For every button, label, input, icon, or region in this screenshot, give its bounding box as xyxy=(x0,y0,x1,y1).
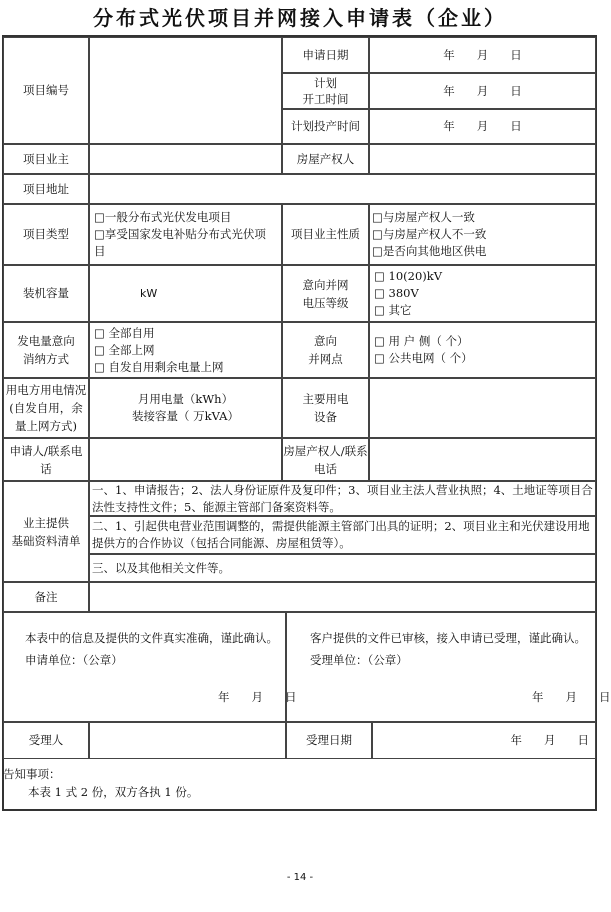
apply-date-field[interactable] xyxy=(369,37,596,73)
label-main-equipment: 主要用电 设备 xyxy=(282,378,369,438)
year-label: 年 xyxy=(443,47,455,62)
month-label: 月 xyxy=(476,119,489,133)
plan-start-field[interactable] xyxy=(369,73,596,109)
applicant-unit-label: 申请单位：（公章） xyxy=(25,653,123,667)
option-public-grid[interactable]: □ 公共电网（ 个） xyxy=(374,351,473,365)
label-grid-point: 意向 并网点 xyxy=(282,322,369,378)
project-type-options[interactable] xyxy=(89,204,282,265)
materials-item-2: 二、1、引起供电营业范围调整的，需提供能源主管部门出具的证明；2、项目业主和光伏建设用地提供方的合作协议（包括合同能源、房屋租赁等）。 xyxy=(89,516,596,554)
remarks-field[interactable] xyxy=(89,582,596,612)
option-supply-other-region[interactable]: □是否向其他地区供电 xyxy=(372,244,487,258)
label-project-type: 项目类型 xyxy=(3,204,89,265)
property-phone-field[interactable] xyxy=(369,438,596,481)
option-10-20kv[interactable]: □ 10(20)kV xyxy=(374,269,443,283)
label-receiver: 受理人 xyxy=(3,722,89,759)
property-owner-field[interactable] xyxy=(369,144,596,174)
option-user-side[interactable]: □ 用 户 侧（ 个） xyxy=(374,334,469,348)
option-different-owner[interactable]: □与房屋产权人不一致 xyxy=(372,227,487,241)
option-self-use-surplus-grid[interactable]: □ 自发自用剩余电量上网 xyxy=(94,359,224,374)
label-remarks: 备注 xyxy=(3,582,89,612)
option-380v[interactable]: □ 380V xyxy=(374,286,419,300)
applicant-phone-field[interactable] xyxy=(89,438,282,481)
acceptor-unit-label: 受理单位：（公章） xyxy=(310,653,408,667)
page-number: - 14 - xyxy=(286,872,314,883)
main-equipment-field[interactable] xyxy=(369,378,596,438)
day-label: 日 xyxy=(510,83,522,98)
receiver-field[interactable] xyxy=(89,722,286,759)
label-receive-date: 受理日期 xyxy=(286,722,372,759)
applicant-confirm-text: 本表中的信息及提供的文件真实准确，谨此确认。 xyxy=(25,631,278,645)
owner-nature-options[interactable] xyxy=(369,204,596,265)
label-consumption: 发电量意向 消纳方式 xyxy=(3,322,89,378)
label-materials: 业主提供 基础资料清单 xyxy=(3,481,89,582)
owner-field[interactable] xyxy=(89,144,282,174)
plan-operate-field[interactable] xyxy=(369,109,596,144)
voltage-options[interactable] xyxy=(369,265,596,322)
materials-item-3: 三、以及其他相关文件等。 xyxy=(89,554,596,582)
applicant-date: 年 月 日 xyxy=(218,690,297,704)
option-other-voltage[interactable]: □ 其它 xyxy=(374,303,412,317)
materials-item-1: 一、1、申请报告；2、法人身份证原件及复印件；3、项目业主法人营业执照；4、土地证等项目合法性支持性文件；5、能源主管部门备案资料等。 xyxy=(89,481,596,516)
option-subsidized-pv-cont: 目 xyxy=(94,244,106,258)
monthly-consumption-label: 月用电量（kWh） xyxy=(137,392,234,406)
project-no-field[interactable] xyxy=(89,37,282,144)
label-plan-start: 计划 开工时间 xyxy=(282,73,369,109)
label-property-owner: 房屋产权人 xyxy=(282,144,369,174)
capacity-unit: kW xyxy=(140,287,158,300)
day-label: 日 xyxy=(510,47,522,62)
grid-point-options[interactable] xyxy=(369,322,596,378)
year-label: 年 xyxy=(443,83,455,98)
day-label: 日 xyxy=(510,119,522,133)
installed-capacity-label: 装接容量（ 万kVA） xyxy=(132,409,239,423)
option-grid-all[interactable]: □ 全部上网 xyxy=(94,342,155,357)
label-apply-date: 申请日期 xyxy=(282,37,369,73)
acceptor-confirm-text: 客户提供的文件已审核，接入申请已受理，谨此确认。 xyxy=(310,631,586,645)
notice-title: 告知事项： xyxy=(3,767,61,781)
receive-date-field[interactable]: 年 月 日 xyxy=(372,722,596,759)
label-applicant-phone: 申请人/联系电 话 xyxy=(3,438,89,481)
label-project-no: 项目编号 xyxy=(3,37,89,144)
option-same-owner[interactable]: □与房屋产权人一致 xyxy=(372,210,475,224)
year-label: 年 xyxy=(443,119,455,133)
acceptor-date: 年 月 日 xyxy=(532,690,611,704)
label-usage: 用电方用电情况 (自发自用，余 量上网方式) xyxy=(3,378,89,438)
label-address: 项目地址 xyxy=(3,174,89,204)
option-subsidized-pv[interactable]: □享受国家发电补贴分布式光伏项 xyxy=(94,227,266,241)
label-plan-operate: 计划投产时间 xyxy=(282,109,369,144)
label-owner-nature: 项目业主性质 xyxy=(282,204,369,265)
address-field[interactable] xyxy=(89,174,596,204)
option-self-use-all[interactable]: □ 全部自用 xyxy=(94,325,155,340)
month-label: 月 xyxy=(476,47,489,62)
label-property-phone: 房屋产权人/联系 电话 xyxy=(282,438,369,481)
label-owner: 项目业主 xyxy=(3,144,89,174)
label-voltage-level: 意向并网 电压等级 xyxy=(282,265,369,322)
notice-text: 本表 1 式 2 份，双方各执 1 份。 xyxy=(28,785,199,799)
usage-field[interactable] xyxy=(89,378,282,438)
month-label: 月 xyxy=(476,83,489,98)
form-title: 分布式光伏项目并网接入申请表（企业） xyxy=(93,6,507,30)
option-general-pv[interactable]: □一般分布式光伏发电项目 xyxy=(94,210,232,224)
consumption-options[interactable] xyxy=(89,322,282,378)
capacity-field[interactable] xyxy=(89,265,282,322)
label-capacity: 装机容量 xyxy=(3,265,89,322)
